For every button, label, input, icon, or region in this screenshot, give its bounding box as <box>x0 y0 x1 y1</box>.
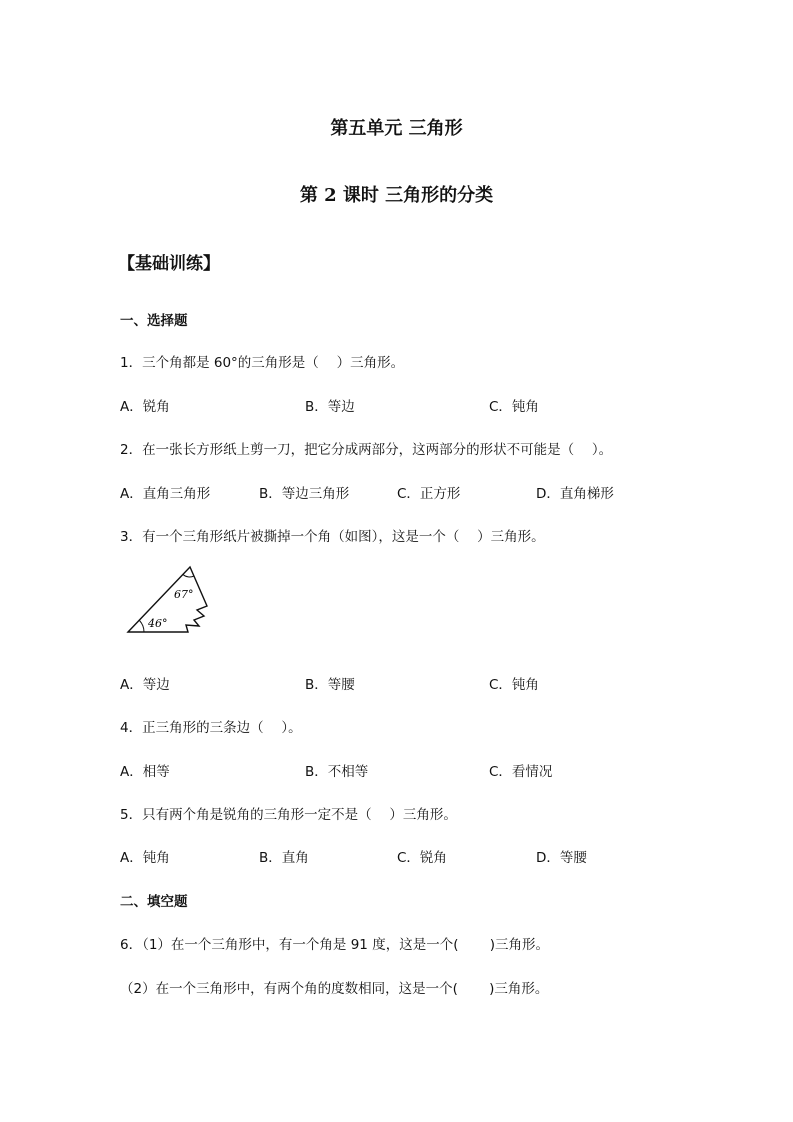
question-5: 5．只有两个角是锐角的三角形一定不是（ ）三角形。 <box>120 807 457 823</box>
q4-option-b: B．不相等 <box>305 764 369 780</box>
question-6-2: （2）在一个三角形中，有两个角的度数相同，这是一个( )三角形。 <box>120 981 549 997</box>
q1-option-c: C．钝角 <box>489 399 539 415</box>
q2-option-c: C．正方形 <box>397 486 461 502</box>
angle-arc-left <box>140 621 145 633</box>
q4-option-a: A．相等 <box>120 764 170 780</box>
q5-option-a: A．钝角 <box>120 850 170 866</box>
q1-option-a: A．锐角 <box>120 399 170 415</box>
part1-heading: 一、选择题 <box>120 313 188 329</box>
q4-option-c: C．看情况 <box>489 764 553 780</box>
document-title: 第五单元 三角形 <box>330 118 463 139</box>
q5-option-c: C．锐角 <box>397 850 447 866</box>
section-heading: 【基础训练】 <box>118 254 220 274</box>
q3-option-c: C．钝角 <box>489 677 539 693</box>
q5-option-d: D．等腰 <box>536 850 587 866</box>
q1-option-b: B．等边 <box>305 399 355 415</box>
q5-option-b: B．直角 <box>259 850 309 866</box>
q3-option-a: A．等边 <box>120 677 170 693</box>
q3-option-b: B．等腰 <box>305 677 355 693</box>
angle-arc-top <box>183 575 194 578</box>
q2-option-a: A．直角三角形 <box>120 486 211 502</box>
q2-option-b: B．等边三角形 <box>259 486 350 502</box>
angle-label-left: 46° <box>148 617 168 630</box>
question-4: 4．正三角形的三条边（ ）。 <box>120 720 302 736</box>
q2-option-d: D．直角梯形 <box>536 486 614 502</box>
angle-label-top: 67° <box>174 588 194 601</box>
part2-heading: 二、填空题 <box>120 894 188 910</box>
question-2: 2．在一张长方形纸上剪一刀，把它分成两部分，这两部分的形状不可能是（ ）。 <box>120 442 613 458</box>
torn-triangle-figure <box>120 560 220 638</box>
question-3: 3．有一个三角形纸片被撕掉一个角（如图），这是一个（ ）三角形。 <box>120 529 545 545</box>
question-1: 1．三个角都是 60°的三角形是（ ）三角形。 <box>120 355 405 371</box>
triangle-outline <box>128 567 207 632</box>
lesson-subtitle: 第 2 课时 三角形的分类 <box>299 185 494 206</box>
question-6-1: 6．（1）在一个三角形中，有一个角是 91 度，这是一个( )三角形。 <box>120 937 550 953</box>
